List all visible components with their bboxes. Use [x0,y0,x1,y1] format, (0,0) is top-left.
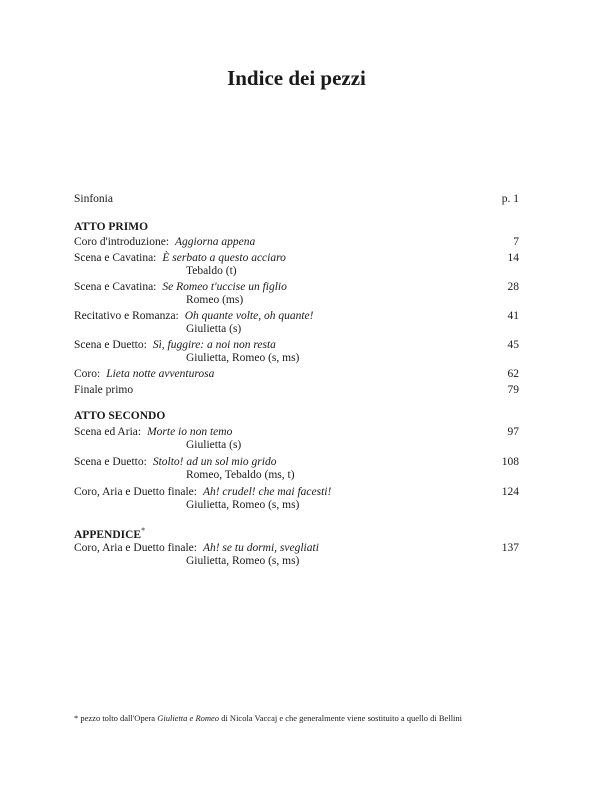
entry-page: p. 1 [501,193,519,205]
entry-label: Scena e Cavatina: [74,281,157,293]
entry-title: Morte io non temo [147,426,233,438]
entry-roles: Romeo (ms) [186,294,244,306]
entry-title: Ah! se tu dormi, svegliati [202,542,319,554]
entry-label: Finale primo [74,384,134,396]
entry-label: Recitativo e Romanza: [74,310,179,322]
entry-label: Coro d'introduzione: [74,236,170,248]
toc-entry [74,383,519,397]
entry-roles: Giulietta (s) [186,439,242,451]
entry-roles: Giulietta, Romeo (s, ms) [186,555,300,567]
footnote-suffix: di Nicola Vaccaj e che generalmente viene sostituito a quello di Bellini [219,713,463,723]
entry-title: Stolto! ad un sol mio grido [152,456,277,468]
entry-label: Sinfonia [74,193,113,205]
entry-page: 28 [507,281,519,293]
entry-roles: Romeo, Tebaldo (ms, t) [186,469,295,481]
entry-page: 62 [507,368,519,380]
toc-entry [74,485,519,499]
entry-title: Sì, fuggire: a noi non resta [152,339,276,351]
entry-page: 108 [501,456,519,468]
entry-label: Scena e Duetto: [74,339,147,351]
entry-label: Coro, Aria e Duetto finale: [74,486,197,498]
entry-page: 79 [507,384,519,396]
toc-entry [74,338,519,352]
toc-entry [74,309,519,323]
entry-title: Lieta notte avventurosa [106,368,215,380]
entry-page: 97 [507,426,519,438]
entry-roles: Giulietta (s) [186,323,242,335]
entry-page: 14 [507,252,519,264]
entry-label: Coro: [74,368,101,380]
section-heading-act1: ATTO PRIMO [74,221,149,233]
toc-entry-sinfonia [74,192,519,206]
entry-page: 124 [501,486,519,498]
entry-label: Scena e Duetto: [74,456,147,468]
toc-entry [74,367,519,381]
footnote-marker: * [141,526,146,535]
entry-roles: Tebaldo (t) [186,265,237,277]
entry-title: Oh quante volte, oh quante! [184,310,314,322]
toc-entry [74,251,519,265]
footnote [74,713,462,723]
entry-page: 7 [513,236,519,248]
entry-page: 45 [507,339,519,351]
toc-entry [74,425,519,439]
entry-page: 41 [507,310,519,322]
appendix-heading-text: APPENDICE [74,528,142,541]
footnote-prefix: * pezzo tolto dall'Opera [74,713,158,723]
section-heading-act2: ATTO SECONDO [74,410,166,422]
entry-title: Aggiorna appena [175,236,256,248]
toc-entry [74,280,519,294]
entry-label: Scena ed Aria: [74,426,142,438]
page-title: Indice dei pezzi [227,66,366,90]
entry-label: Coro, Aria e Duetto finale: [74,542,197,554]
footnote-opera-title: Giulietta e Romeo [157,713,220,723]
entry-title: Ah! crudel! che mai facesti! [202,486,332,498]
entry-title: È serbato a questo acciaro [162,252,286,264]
entry-page: 137 [501,542,519,554]
toc-entry [74,541,519,555]
toc-entry [74,455,519,469]
entry-roles: Giulietta, Romeo (s, ms) [186,499,300,511]
toc-entry [74,235,519,249]
section-heading-appendix [74,524,145,542]
entry-title: Se Romeo t'uccise un figlio [162,281,287,293]
entry-roles: Giulietta, Romeo (s, ms) [186,352,300,364]
entry-label: Scena e Cavatina: [74,252,157,264]
